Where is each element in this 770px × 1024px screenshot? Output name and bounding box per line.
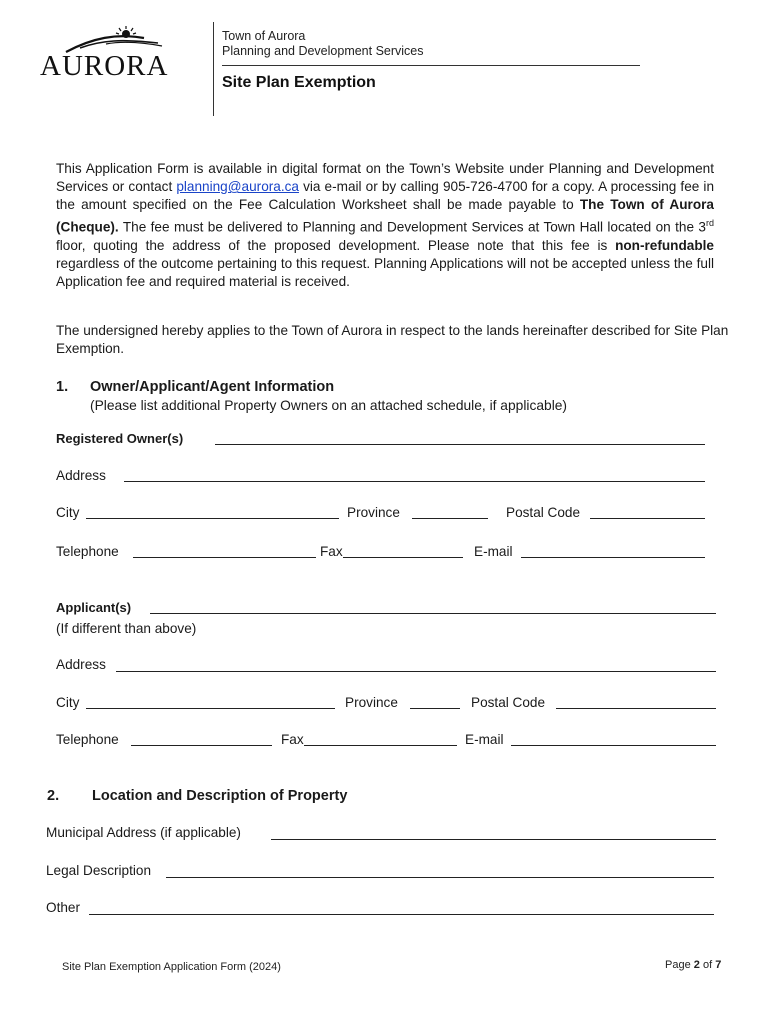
applicant-telephone-label: Telephone bbox=[56, 732, 119, 747]
email-link[interactable]: planning@aurora.ca bbox=[176, 179, 299, 195]
applicant-statement: The undersigned hereby applies to the Town of Aurora in respect to the lands hereinafter described for Site Plan Exemption. bbox=[56, 323, 729, 357]
current-page: 2 bbox=[693, 959, 700, 971]
footer-form-name: Site Plan Exemption Application Form (2024) bbox=[62, 961, 281, 973]
applicant-fax-field[interactable] bbox=[304, 745, 457, 746]
owner-city-field[interactable] bbox=[86, 518, 339, 519]
floor-superscript: rd bbox=[705, 218, 714, 229]
other-label: Other bbox=[46, 900, 80, 915]
intro-text-d: floor, quoting the address of the proposed development. Please note that this fee is bbox=[56, 237, 616, 253]
legal-description-field[interactable] bbox=[166, 877, 714, 878]
legal-description-label: Legal Description bbox=[46, 863, 152, 878]
applicant-postal-label: Postal Code bbox=[471, 695, 546, 710]
section-1-note: (Please list additional Property Owners on an attached schedule, if applicable) bbox=[90, 398, 568, 413]
intro-text-c: The fee must be delivered to Planning and Development Services at Town Hall located on the 3 bbox=[118, 219, 706, 235]
section-2-title: Location and Description of Property bbox=[92, 788, 348, 804]
form-title: Site Plan Exemption bbox=[222, 74, 376, 91]
intro-text-b: via e-mail or by calling 905-726-4700 for a copy. A processing fee in the amount specified on the Fee Calculation Worksheet shall be made payable to bbox=[56, 179, 714, 213]
owner-fax-label: Fax bbox=[320, 544, 343, 559]
header-divider-horizontal bbox=[222, 65, 640, 66]
applicant-email-label: E-mail bbox=[465, 732, 504, 747]
applicant-address-label: Address bbox=[56, 657, 106, 672]
applicant-telephone-field[interactable] bbox=[131, 745, 272, 746]
payee-text: The Town of Aurora (Cheque). bbox=[56, 197, 714, 235]
other-field[interactable] bbox=[89, 914, 714, 915]
applicant-note: (If different than above) bbox=[56, 621, 197, 636]
owner-telephone-field[interactable] bbox=[133, 557, 316, 558]
owner-province-label: Province bbox=[347, 505, 400, 520]
applicant-city-field[interactable] bbox=[86, 708, 335, 709]
total-pages: 7 bbox=[715, 959, 722, 971]
registered-owner-field[interactable] bbox=[215, 444, 705, 445]
owner-fax-field[interactable] bbox=[343, 557, 463, 558]
applicant-email-field[interactable] bbox=[511, 745, 716, 746]
intro-paragraph bbox=[56, 160, 714, 291]
section-2-number: 2. bbox=[47, 788, 60, 804]
organization-name bbox=[222, 29, 424, 59]
applicant-province-label: Province bbox=[345, 695, 398, 710]
owner-province-field[interactable] bbox=[412, 518, 488, 519]
applicant-postal-field[interactable] bbox=[556, 708, 716, 709]
registered-owner-label: Registered Owner(s) bbox=[56, 431, 184, 446]
org-line-2: Planning and Development Services bbox=[222, 44, 424, 58]
intro-text-e: regardless of the outcome pertaining to this request. Planning Applications will not be accepted unless the full Application fee and required material is received. bbox=[56, 256, 714, 290]
municipal-address-field[interactable] bbox=[271, 839, 716, 840]
logo-wordmark: AURORA bbox=[40, 50, 169, 82]
owner-telephone-label: Telephone bbox=[56, 544, 119, 559]
applicant-address-field[interactable] bbox=[116, 671, 716, 672]
owner-postal-label: Postal Code bbox=[506, 505, 581, 520]
owner-postal-field[interactable] bbox=[590, 518, 705, 519]
applicant-field[interactable] bbox=[150, 613, 716, 614]
section-1-title: Owner/Applicant/Agent Information bbox=[90, 379, 335, 395]
owner-address-field[interactable] bbox=[124, 481, 705, 482]
page-number bbox=[665, 959, 721, 971]
section-1-number: 1. bbox=[56, 379, 69, 395]
owner-email-field[interactable] bbox=[521, 557, 705, 558]
applicant-fax-label: Fax bbox=[281, 732, 304, 747]
owner-address-label: Address bbox=[56, 468, 106, 483]
applicant-province-field[interactable] bbox=[410, 708, 460, 709]
applicant-city-label: City bbox=[56, 695, 80, 710]
page-word: Page bbox=[665, 959, 691, 971]
of-word: of bbox=[702, 959, 713, 971]
municipal-address-label: Municipal Address (if applicable) bbox=[46, 825, 241, 840]
applicant-label: Applicant(s) bbox=[56, 600, 132, 615]
owner-city-label: City bbox=[56, 505, 80, 520]
header-divider-vertical bbox=[213, 22, 214, 116]
owner-email-label: E-mail bbox=[474, 544, 513, 559]
org-line-1: Town of Aurora bbox=[222, 29, 306, 43]
intro-text-a: This Application Form is available in digital format on the Town’s Website under Planning and Development Services or contact bbox=[56, 161, 714, 195]
nonrefundable-text: non-refundable bbox=[615, 237, 714, 253]
